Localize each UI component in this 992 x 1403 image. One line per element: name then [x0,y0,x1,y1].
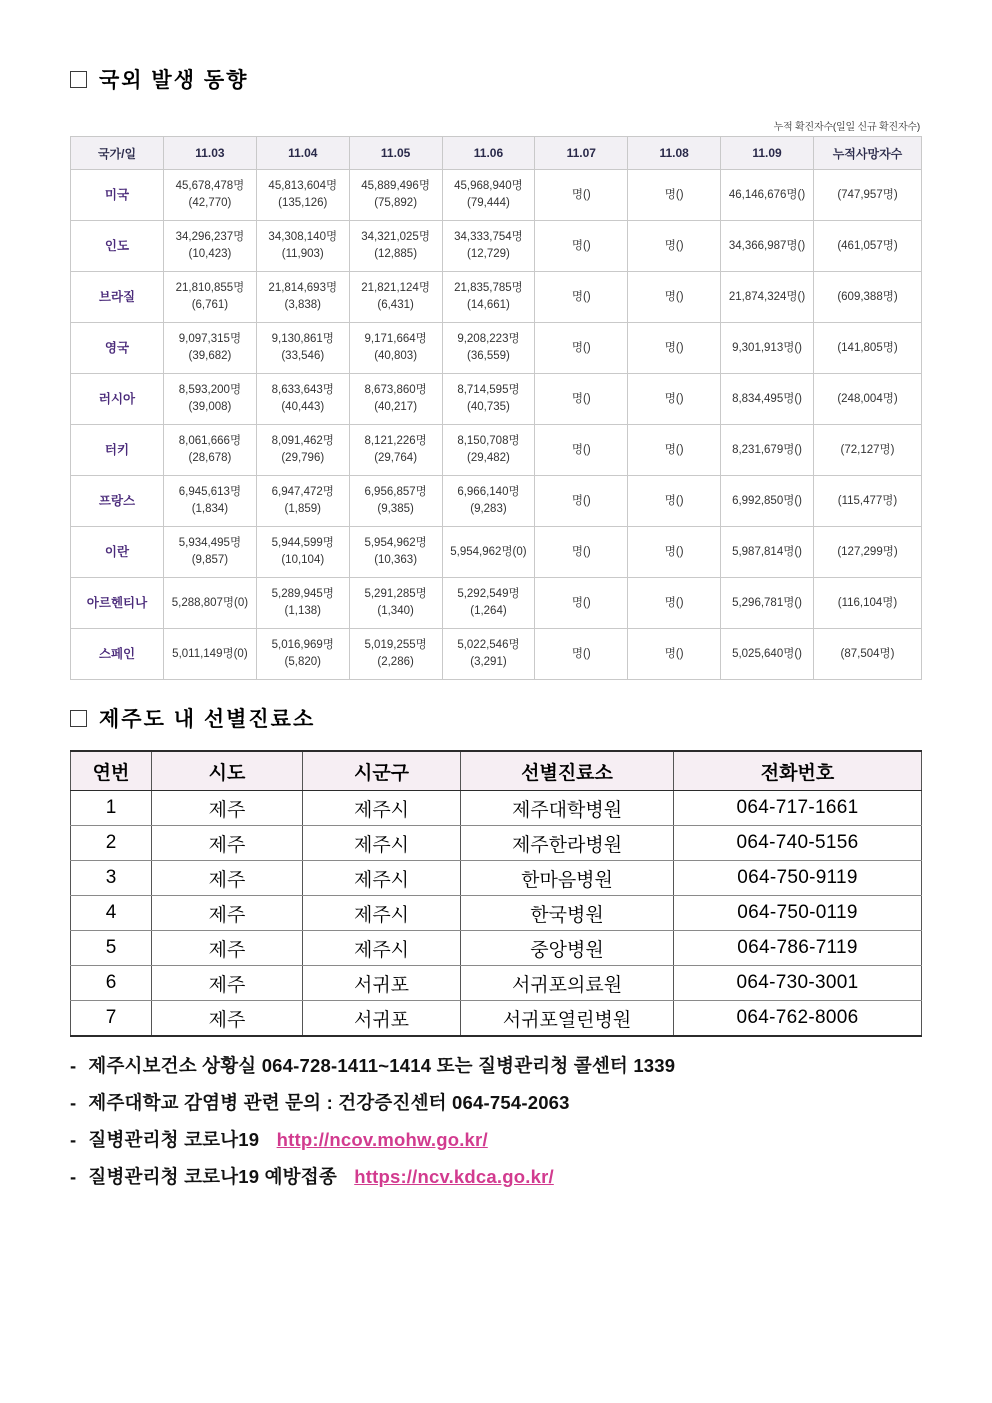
column-header-1103: 11.03 [164,137,257,170]
cell-value: 명() [535,374,628,425]
cell-value: 45,889,496명 (75,892) [349,170,442,221]
table-header-row [71,137,922,170]
cell-value: (248,004명) [814,374,922,425]
cell-no: 6 [71,966,152,1001]
cell-sigungu: 제주시 [303,896,461,931]
cell-sido: 제주 [152,861,303,896]
cell-value: 45,968,940명 (79,444) [442,170,535,221]
section-header-clinics [70,703,315,733]
cell-value: 명() [628,425,721,476]
column-header-1107: 11.07 [535,137,628,170]
table-row [71,374,922,425]
cell-value: (461,057명) [814,221,922,272]
cell-value: 34,333,754명 (12,729) [442,221,535,272]
checkbox-icon [70,71,87,88]
screening-clinics-table [70,750,922,1037]
cell-value: 5,011,149명(0) [164,629,257,680]
cell-value: 5,987,814명() [721,527,814,578]
cell-value: 9,097,315명 (39,682) [164,323,257,374]
cell-sigungu: 제주시 [303,931,461,966]
footnotes [70,1052,930,1200]
cell-value: 명() [628,221,721,272]
cell-phone: 064-762-8006 [674,1001,922,1037]
footnote-university-contact: - 제주대학교 감염병 관련 문의 : 건강증진센터 064-754-2063 [70,1092,570,1113]
cell-value: 6,945,613명 (1,834) [164,476,257,527]
cell-sigungu: 서귀포 [303,966,461,1001]
cell-no: 3 [71,861,152,896]
cell-country: 터키 [71,425,164,476]
cell-country: 스페인 [71,629,164,680]
table-row [71,578,922,629]
overseas-table-note: 누적 확진자수(일일 신규 확진자수) [773,122,920,133]
link-ncv-kdca[interactable]: https://ncv.kdca.go.kr/ [354,1166,554,1187]
cell-no: 2 [71,826,152,861]
cell-country: 이란 [71,527,164,578]
cell-phone: 064-730-3001 [674,966,922,1001]
checkbox-icon [70,710,87,727]
cell-value: 6,992,850명() [721,476,814,527]
cell-country: 프랑스 [71,476,164,527]
table-row [71,476,922,527]
cell-value: 5,944,599명 (10,104) [256,527,349,578]
column-header-1109: 11.09 [721,137,814,170]
cell-value: (609,388명) [814,272,922,323]
table-row [71,826,922,861]
cell-value: 34,308,140명 (11,903) [256,221,349,272]
cell-value: 9,301,913명() [721,323,814,374]
cell-value: 5,954,962명(0) [442,527,535,578]
table-row [71,323,922,374]
cell-value: (127,299명) [814,527,922,578]
cell-clinic-name: 제주대학병원 [461,791,674,826]
section-header-overseas [70,64,248,94]
cell-value: 명() [535,221,628,272]
cell-value: 45,678,478명 (42,770) [164,170,257,221]
cell-country: 인도 [71,221,164,272]
cell-value: 8,593,200명 (39,008) [164,374,257,425]
cell-sigungu: 서귀포 [303,1001,461,1037]
cell-value: 34,296,237명 (10,423) [164,221,257,272]
cell-clinic-name: 제주한라병원 [461,826,674,861]
cell-country: 아르헨티나 [71,578,164,629]
column-header-1106: 11.06 [442,137,535,170]
cell-sido: 제주 [152,931,303,966]
cell-value: (747,957명) [814,170,922,221]
cell-value: 8,061,666명 (28,678) [164,425,257,476]
cell-value: 8,150,708명 (29,482) [442,425,535,476]
cell-sido: 제주 [152,791,303,826]
cell-value: 21,810,855명 (6,761) [164,272,257,323]
cell-clinic-name: 한마음병원 [461,861,674,896]
cell-value: 명() [535,170,628,221]
column-header-1108: 11.08 [628,137,721,170]
link-ncov-mohw[interactable]: http://ncov.mohw.go.kr/ [276,1129,488,1150]
cell-country: 미국 [71,170,164,221]
cell-value: 명() [535,476,628,527]
cell-value: 명() [628,578,721,629]
table-row [71,272,922,323]
cell-value: 명() [628,323,721,374]
column-header-1105: 11.05 [349,137,442,170]
cell-country: 러시아 [71,374,164,425]
footnote-kdca-covid: - 질병관리청 코로나19 http://ncov.mohw.go.kr/ [70,1129,488,1150]
cell-value: 5,022,546명 (3,291) [442,629,535,680]
table-row [71,170,922,221]
cell-phone: 064-740-5156 [674,826,922,861]
table-row [71,966,922,1001]
cell-value: (116,104명) [814,578,922,629]
cell-value: 명() [535,272,628,323]
cell-value: 명() [535,323,628,374]
cell-value: 9,130,861명 (33,546) [256,323,349,374]
cell-value: 명() [628,527,721,578]
cell-phone: 064-717-1661 [674,791,922,826]
cell-value: 명() [535,425,628,476]
table-row [71,629,922,680]
cell-sido: 제주 [152,826,303,861]
overseas-trend-table [70,136,922,680]
table-row [71,896,922,931]
column-header-1104: 11.04 [256,137,349,170]
table-row [71,527,922,578]
cell-value: (87,504명) [814,629,922,680]
cell-value: 6,966,140명 (9,283) [442,476,535,527]
table-row [71,425,922,476]
cell-value: 5,019,255명 (2,286) [349,629,442,680]
cell-value: 5,291,285명 (1,340) [349,578,442,629]
cell-value: 9,171,664명 (40,803) [349,323,442,374]
cell-sido: 제주 [152,966,303,1001]
cell-value: 명() [628,629,721,680]
cell-phone: 064-786-7119 [674,931,922,966]
cell-value: 명() [628,272,721,323]
cell-value: 8,714,595명 (40,735) [442,374,535,425]
column-header-clinic-name: 선별진료소 [461,751,674,791]
cell-value: 8,121,226명 (29,764) [349,425,442,476]
cell-clinic-name: 서귀포의료원 [461,966,674,1001]
cell-no: 1 [71,791,152,826]
cell-value: 명() [535,578,628,629]
cell-value: 6,956,857명 (9,385) [349,476,442,527]
cell-phone: 064-750-0119 [674,896,922,931]
column-header-sido: 시도 [152,751,303,791]
cell-value: 45,813,604명 (135,126) [256,170,349,221]
cell-value: 21,814,693명 (3,838) [256,272,349,323]
cell-value: 명() [628,374,721,425]
section-title-clinics: 제주도 내 선별진료소 [99,708,316,731]
column-header-country: 국가/일 [71,137,164,170]
cell-value: 8,091,462명 (29,796) [256,425,349,476]
cell-value: 21,874,324명() [721,272,814,323]
cell-value: 5,016,969명 (5,820) [256,629,349,680]
cell-value: 5,025,640명() [721,629,814,680]
cell-value: (141,805명) [814,323,922,374]
column-header-phone: 전화번호 [674,751,922,791]
footnote-health-center: - 제주시보건소 상황실 064-728-1411~1414 또는 질병관리청 콜센터 1339 [70,1055,676,1076]
cell-value: 21,821,124명 (6,431) [349,272,442,323]
cell-value: 8,231,679명() [721,425,814,476]
table-row [71,931,922,966]
cell-clinic-name: 중앙병원 [461,931,674,966]
column-header-sigungu: 시군구 [303,751,461,791]
cell-value: 8,633,643명 (40,443) [256,374,349,425]
table-header-row [71,751,922,791]
cell-value: 8,834,495명() [721,374,814,425]
cell-value: 명() [535,629,628,680]
cell-value: 명() [628,170,721,221]
cell-value: (115,477명) [814,476,922,527]
cell-no: 7 [71,1001,152,1037]
cell-value: 34,321,025명 (12,885) [349,221,442,272]
cell-sigungu: 제주시 [303,791,461,826]
cell-value: (72,127명) [814,425,922,476]
cell-country: 브라질 [71,272,164,323]
cell-value: 5,296,781명() [721,578,814,629]
cell-value: 5,292,549명 (1,264) [442,578,535,629]
cell-sigungu: 제주시 [303,826,461,861]
cell-value: 8,673,860명 (40,217) [349,374,442,425]
cell-value: 5,954,962명 (10,363) [349,527,442,578]
cell-value: 명() [535,527,628,578]
cell-clinic-name: 서귀포열린병원 [461,1001,674,1037]
column-header-cumulative-deaths: 누적사망자수 [814,137,922,170]
cell-value: 5,288,807명(0) [164,578,257,629]
cell-value: 34,366,987명() [721,221,814,272]
table-row [71,221,922,272]
cell-value: 46,146,676명() [721,170,814,221]
column-header-no: 연번 [71,751,152,791]
cell-value: 5,934,495명 (9,857) [164,527,257,578]
cell-sigungu: 제주시 [303,861,461,896]
cell-value: 명() [628,476,721,527]
table-row [71,1001,922,1037]
cell-phone: 064-750-9119 [674,861,922,896]
cell-no: 5 [71,931,152,966]
cell-value: 9,208,223명 (36,559) [442,323,535,374]
cell-value: 5,289,945명 (1,138) [256,578,349,629]
cell-clinic-name: 한국병원 [461,896,674,931]
cell-country: 영국 [71,323,164,374]
cell-value: 6,947,472명 (1,859) [256,476,349,527]
cell-no: 4 [71,896,152,931]
section-title-overseas: 국외 발생 동향 [99,69,249,92]
footnote-kdca-vaccination: - 질병관리청 코로나19 예방접종 https://ncv.kdca.go.kr/ [70,1166,554,1187]
table-row [71,861,922,896]
cell-sido: 제주 [152,1001,303,1037]
cell-value: 21,835,785명 (14,661) [442,272,535,323]
cell-sido: 제주 [152,896,303,931]
table-row [71,791,922,826]
